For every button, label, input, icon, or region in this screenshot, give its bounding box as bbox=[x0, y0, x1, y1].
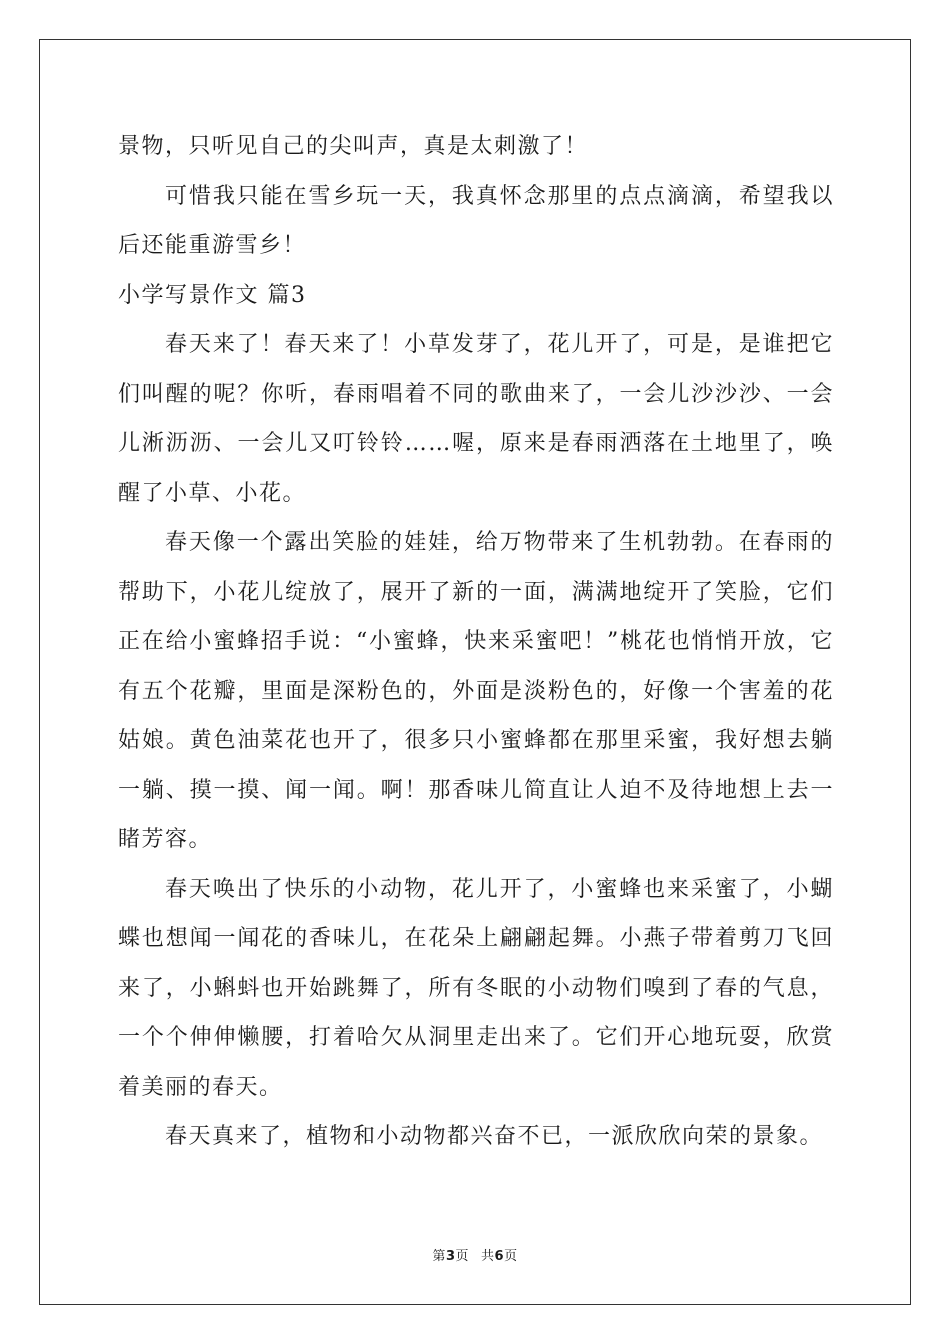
paragraph-continuation: 景物，只听见自己的尖叫声，真是太刺激了！ bbox=[118, 134, 589, 159]
page-total-suffix: 页 bbox=[504, 1249, 518, 1264]
page-number-current: 3 bbox=[445, 1249, 456, 1264]
paragraph: 春天唤出了快乐的小动物，花儿开了，小蜜蜂也来采蜜了，小蝴蝶也想闻一闻花的香味儿，在花朵上翩翩起舞。小燕子带着剪刀飞回来了，小蝌蚪也开始跳舞了，所有冬眠的小动物们嗅到了春的气息，一个个伸伸懒腰，打着哈欠从洞里走出来了。它们开心地玩耍，欣赏着美丽的春天。 bbox=[118, 876, 834, 1100]
paragraph: 可惜我只能在雪乡玩一天，我真怀念那里的点点滴滴，希望我以后还能重游雪乡！ bbox=[118, 183, 834, 258]
page-number-prefix: 第 bbox=[432, 1249, 446, 1264]
page-total-prefix: 共 bbox=[481, 1249, 495, 1264]
document-body bbox=[118, 122, 834, 1162]
paragraph: 春天真来了，植物和小动物都兴奋不已，一派欣欣向荣的景象。 bbox=[165, 1124, 824, 1149]
paragraph: 春天像一个露出笑脸的娃娃，给万物带来了生机勃勃。在春雨的帮助下，小花儿绽放了，展开了新的一面，满满地绽开了笑脸，它们正在给小蜜蜂招手说：“小蜜蜂，快来采蜜吧！”桃花也悄悄开放，它有五个花瓣，里面是深粉色的，外面是淡粉色的，好像一个害羞的花姑娘。黄色油菜花也开了，很多只小蜜蜂都在那里采蜜，我好想去躺一躺、摸一摸、闻一闻。啊！那香味儿简直让人迫不及待地想上去一睹芳容。 bbox=[118, 530, 834, 852]
page-total: 6 bbox=[494, 1249, 505, 1264]
section-heading: 小学写景作文 篇3 bbox=[118, 282, 307, 308]
paragraph: 春天来了！春天来了！小草发芽了，花儿开了，可是，是谁把它们叫醒的呢？你听，春雨唱着不同的歌曲来了，一会儿沙沙沙、一会儿淅沥沥、一会儿又叮铃铃……喔，原来是春雨洒落在土地里了，唤醒了小草、小花。 bbox=[118, 332, 834, 506]
page-number-suffix: 页 bbox=[455, 1249, 469, 1264]
page-footer bbox=[0, 1245, 950, 1264]
